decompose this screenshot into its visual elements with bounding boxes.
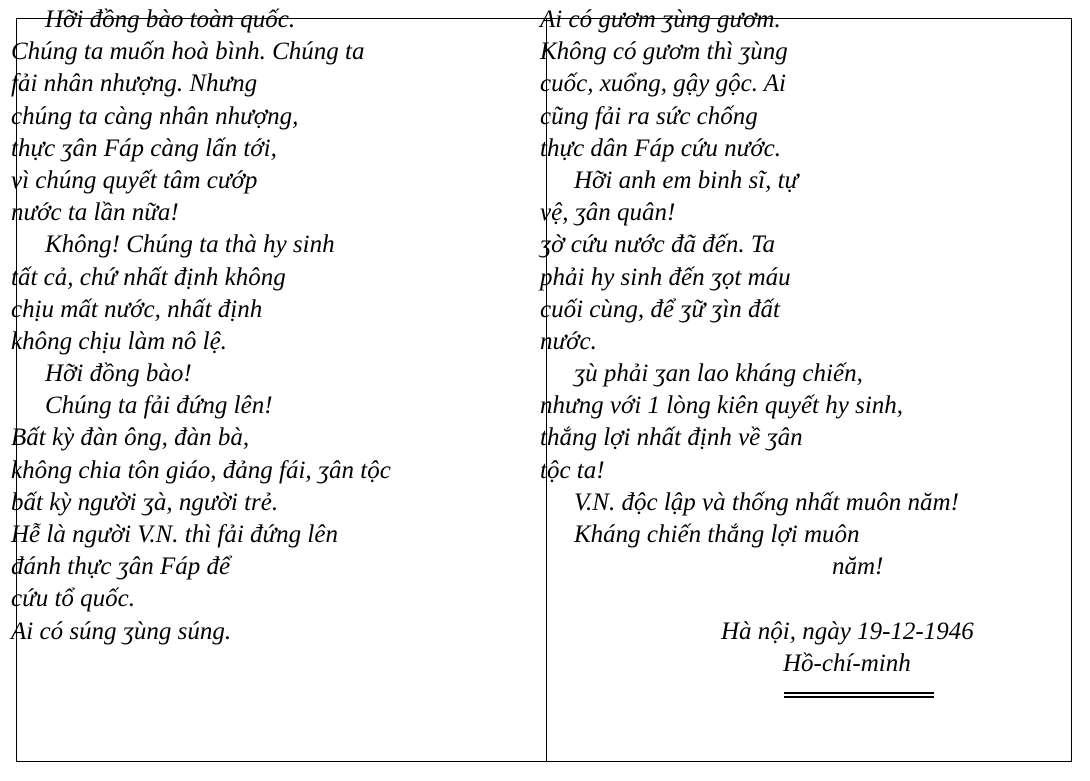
text-line: Bất kỳ đàn ông, đàn bà,	[11, 424, 250, 452]
text-line: Chúng ta fải đứng lên!	[45, 392, 273, 420]
text-line: Không có gươm thì ʒùng	[540, 38, 788, 66]
text-line: năm!	[832, 553, 884, 581]
text-line: fải nhân nhượng. Nhưng	[11, 70, 258, 98]
text-line: ʒờ cứu nước đã đến. Ta	[540, 231, 775, 259]
text-line: Hễ là người V.N. thì fải đứng lên	[11, 521, 338, 548]
text-line: thắng lợi nhất định về ʒân	[540, 424, 803, 452]
text-line: nhưng với 1 lòng kiên quyết hy sinh,	[540, 392, 904, 420]
text-line: Hỡi anh em binh sĩ, tự	[574, 166, 799, 194]
text-line: nước.	[540, 327, 597, 355]
text-line: thực ʒân Fáp càng lấn tới,	[11, 134, 277, 162]
text-line: cũng fải ra sức chống	[540, 102, 758, 130]
text-line: không chia tôn giáo, đảng fái, ʒân tộc	[11, 456, 391, 484]
text-line: Ai có gươm ʒùng gươm.	[540, 6, 781, 33]
signature-gap	[540, 583, 974, 615]
text-line: cuối cùng, để ʒữ ʒìn đất	[540, 295, 780, 323]
right-column-lines	[540, 4, 974, 583]
text-line: tộc ta!	[540, 456, 605, 484]
left-column	[11, 4, 391, 648]
text-line: Hỡi đồng bào toàn quốc.	[45, 6, 296, 33]
text-line: Ai có súng ʒùng súng.	[11, 617, 232, 645]
text-line: tất cả, chứ nhất định không	[11, 263, 286, 291]
text-line: chịu mất nước, nhất định	[11, 295, 263, 323]
text-line: đánh thực ʒân Fáp để	[11, 553, 231, 581]
text-line: bất kỳ người ʒà, người trẻ.	[11, 488, 279, 516]
text-line: ʒù phải ʒan lao kháng chiến,	[574, 360, 863, 388]
signature-name: Hồ-chí-minh	[783, 649, 911, 677]
text-line: thực dân Fáp cứu nước.	[540, 134, 782, 162]
signature-double-underline	[784, 692, 934, 698]
signature-date: Hà nội, ngày 19-12-1946	[721, 617, 974, 645]
text-line: cuốc, xuổng, gậy gộc. Ai	[540, 70, 786, 98]
text-line: Không! Chúng ta thà hy sinh	[45, 231, 335, 259]
text-line: không chịu làm nô lệ.	[11, 327, 227, 355]
text-line: Kháng chiến thắng lợi muôn	[574, 521, 860, 548]
text-line: Chúng ta muốn hoà bình. Chúng ta	[11, 38, 365, 66]
text-line: vì chúng quyết tâm cướp	[11, 166, 258, 194]
text-line: V.N. độc lập và thống nhất muôn năm!	[574, 488, 959, 516]
text-line: chúng ta càng nhân nhượng,	[11, 102, 299, 130]
text-line: Hỡi đồng bào!	[45, 360, 192, 388]
right-column	[540, 4, 974, 680]
text-line: cứu tổ quốc.	[11, 585, 136, 613]
text-line: vệ, ʒân quân!	[540, 199, 676, 227]
text-line: nước ta lần nữa!	[11, 199, 179, 227]
text-line: phải hy sinh đến ʒọt máu	[540, 263, 791, 291]
